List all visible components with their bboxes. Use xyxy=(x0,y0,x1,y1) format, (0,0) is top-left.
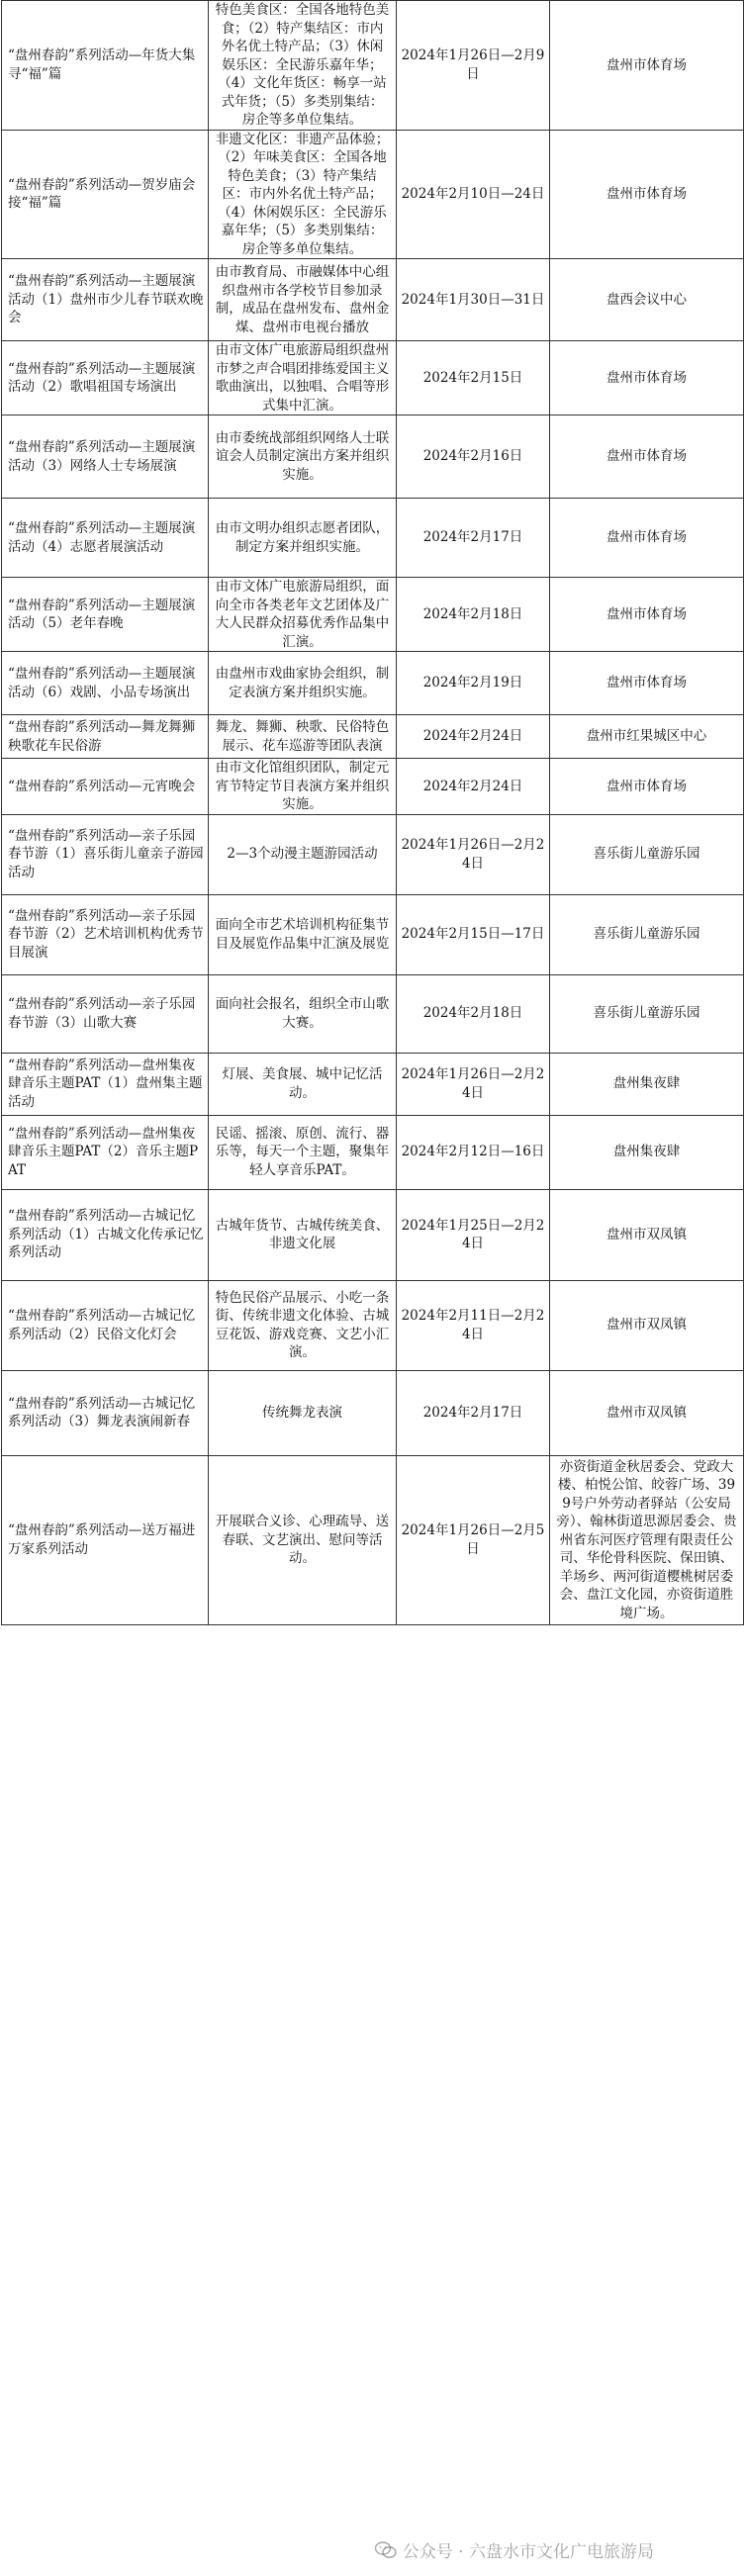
activity-content-cell: 由市文化馆组织团队，制定元宵节特定节目表演方案并组织实施。 xyxy=(209,759,397,815)
activity-name-cell: “盘州春韵”系列活动—古城记忆系列活动（1）古城文化传承记忆系列活动 xyxy=(2,1189,209,1280)
activity-name-cell: “盘州春韵”系列活动—盘州集夜肆音乐主题PAT（2）音乐主题PAT xyxy=(2,1115,209,1189)
activity-venue-cell: 盘州市双凤镇 xyxy=(550,1189,744,1280)
activity-time-cell: 2024年2月12日—16日 xyxy=(397,1115,550,1189)
activity-time-cell: 2024年1月25日—2月24日 xyxy=(397,1189,550,1280)
watermark-text: 公众号 · 六盘水市文化广电旅游局 xyxy=(402,2542,654,2562)
activity-time-cell: 2024年1月26日—2月5日 xyxy=(397,1455,550,1625)
activity-name-cell: “盘州春韵”系列活动—主题展演活动（2）歌唱祖国专场演出 xyxy=(2,341,209,415)
wechat-icon xyxy=(375,2541,397,2559)
activity-time-cell: 2024年2月24日 xyxy=(397,759,550,815)
activity-name-cell: “盘州春韵”系列活动—送万福进万家系列活动 xyxy=(2,1455,209,1625)
table-row xyxy=(2,1455,744,1625)
activity-content-cell: 2—3个动漫主题游园活动 xyxy=(209,814,397,894)
table-row xyxy=(2,1053,744,1115)
activity-time-cell: 2024年2月18日 xyxy=(397,974,550,1053)
activity-venue-cell: 盘州市体育场 xyxy=(550,341,744,415)
activity-venue-cell: 喜乐街儿童游乐园 xyxy=(550,974,744,1053)
activity-name-cell: “盘州春韵”系列活动—主题展演活动（3）网络人士专场展演 xyxy=(2,415,209,499)
activity-time-cell: 2024年2月24日 xyxy=(397,715,550,759)
table-row xyxy=(2,415,744,499)
activity-content-cell: 面向社会报名，组织全市山歌大赛。 xyxy=(209,974,397,1053)
activity-time-cell: 2024年2月15日—17日 xyxy=(397,894,550,974)
activity-venue-cell: 盘州集夜肆 xyxy=(550,1115,744,1189)
activity-content-cell: 舞龙、舞狮、秧歌、民俗特色展示、花车巡游等团队表演 xyxy=(209,715,397,759)
activity-name-cell: “盘州春韵”系列活动—主题展演活动（5）老年春晚 xyxy=(2,578,209,652)
activity-venue-cell: 盘州市体育场 xyxy=(550,578,744,652)
activity-venue-cell: 亦资街道金秋居委会、党政大楼、柏悦公馆、皎蓉广场、399号户外劳动者驿站（公安局旁）、翰林街道思源居委会、贵州省东河医疗管理有限责任公司、华伦骨科医院、保田镇、羊场乡、两河街道樱桃树居委会、盘江文化园，亦资街道胜境广场。 xyxy=(550,1455,744,1625)
activity-table-body xyxy=(2,1,744,1625)
watermark xyxy=(375,2537,654,2562)
activity-content-cell: 由市委统战部组织网络人士联谊会人员制定演出方案并组织实施。 xyxy=(209,415,397,499)
activity-content-cell: 特色美食区：全国各地特色美食；（2）特产集结区：市内外名优土特产品；（3）休闲娱乐区：全民游乐嘉年华；（4）文化年货区：畅享一站式年货；（5）多类别集结：房企等多单位集结。 xyxy=(209,1,397,131)
activity-content-cell: 由市文明办组织志愿者团队，制定方案并组织实施。 xyxy=(209,499,397,578)
activity-name-cell: “盘州春韵”系列活动—贺岁庙会接“福”篇 xyxy=(2,130,209,259)
activity-time-cell: 2024年2月18日 xyxy=(397,578,550,652)
activity-content-cell: 民谣、摇滚、原创、流行、器乐等，每天一个主题，聚集年轻人享音乐PAT。 xyxy=(209,1115,397,1189)
activity-content-cell: 传统舞龙表演 xyxy=(209,1370,397,1455)
activity-content-cell: 由市文体广电旅游局组织，面向全市各类老年文艺团体及广大人民群众招募优秀作品集中汇演。 xyxy=(209,578,397,652)
table-row xyxy=(2,130,744,259)
activity-name-cell: “盘州春韵”系列活动—亲子乐园春节游（1）喜乐街儿童亲子游园活动 xyxy=(2,814,209,894)
activity-name-cell: “盘州春韵”系列活动—盘州集夜肆音乐主题PAT（1）盘州集主题活动 xyxy=(2,1053,209,1115)
activity-name-cell: “盘州春韵”系列活动—主题展演活动（1）盘州市少儿春节联欢晚会 xyxy=(2,259,209,341)
activity-content-cell: 非遗文化区：非遗产品体验；（2）年味美食区：全国各地特色美食；（3）特产集结区：市内外名优土特产品；（4）休闲娱乐区：全民游乐嘉年华；（5）多类别集结：房企等多单位集结。 xyxy=(209,130,397,259)
activity-name-cell: “盘州春韵”系列活动—亲子乐园春节游（3）山歌大赛 xyxy=(2,974,209,1053)
activity-name-cell: “盘州春韵”系列活动—舞龙舞狮秧歌花车民俗游 xyxy=(2,715,209,759)
activity-time-cell: 2024年2月17日 xyxy=(397,499,550,578)
activity-time-cell: 2024年1月26日—2月24日 xyxy=(397,814,550,894)
activity-content-cell: 由市教育局、市融媒体中心组织盘州市各学校节目参加录制，成品在盘州发布、盘州金煤、盘州市电视台播放 xyxy=(209,259,397,341)
activity-time-cell: 2024年2月11日—2月24日 xyxy=(397,1280,550,1370)
table-row xyxy=(2,814,744,894)
activity-time-cell: 2024年2月15日 xyxy=(397,341,550,415)
activity-venue-cell: 盘州市体育场 xyxy=(550,130,744,259)
table-row xyxy=(2,578,744,652)
table-row xyxy=(2,715,744,759)
activity-venue-cell: 盘州市体育场 xyxy=(550,759,744,815)
activity-venue-cell: 盘西会议中心 xyxy=(550,259,744,341)
table-row xyxy=(2,1280,744,1370)
table-row xyxy=(2,974,744,1053)
activity-time-cell: 2024年1月26日—2月24日 xyxy=(397,1053,550,1115)
activity-time-cell: 2024年2月17日 xyxy=(397,1370,550,1455)
table-row xyxy=(2,894,744,974)
activity-time-cell: 2024年2月16日 xyxy=(397,415,550,499)
table-row xyxy=(2,1370,744,1455)
activity-name-cell: “盘州春韵”系列活动—古城记忆系列活动（2）民俗文化灯会 xyxy=(2,1280,209,1370)
activity-time-cell: 2024年1月30日—31日 xyxy=(397,259,550,341)
activity-name-cell: “盘州春韵”系列活动—古城记忆系列活动（3）舞龙表演闹新春 xyxy=(2,1370,209,1455)
activity-content-cell: 由市文体广电旅游局组织盘州市梦之声合唱团排练爱国主义歌曲演出，以独唱、合唱等形式集中汇演。 xyxy=(209,341,397,415)
activity-name-cell: “盘州春韵”系列活动—年货大集寻“福”篇 xyxy=(2,1,209,131)
activity-content-cell: 面向全市艺术培训机构征集节目及展览作品集中汇演及展览 xyxy=(209,894,397,974)
activity-time-cell: 2024年2月10日—24日 xyxy=(397,130,550,259)
activity-time-cell: 2024年2月19日 xyxy=(397,652,550,715)
table-row xyxy=(2,341,744,415)
activity-table xyxy=(1,0,744,1625)
activity-content-cell: 开展联合义诊、心理疏导、送春联、文艺演出、慰问等活动。 xyxy=(209,1455,397,1625)
activity-content-cell: 古城年货节、古城传统美食、非遗文化展 xyxy=(209,1189,397,1280)
activity-name-cell: “盘州春韵”系列活动—元宵晚会 xyxy=(2,759,209,815)
activity-venue-cell: 喜乐街儿童游乐园 xyxy=(550,814,744,894)
table-row xyxy=(2,1,744,131)
activity-content-cell: 由盘州市戏曲家协会组织，制定表演方案并组织实施。 xyxy=(209,652,397,715)
table-row xyxy=(2,652,744,715)
activity-time-cell: 2024年1月26日—2月9日 xyxy=(397,1,550,131)
activity-venue-cell: 盘州市体育场 xyxy=(550,415,744,499)
table-row xyxy=(2,759,744,815)
activity-content-cell: 灯展、美食展、城中记忆活动。 xyxy=(209,1053,397,1115)
activity-venue-cell: 喜乐街儿童游乐园 xyxy=(550,894,744,974)
table-row xyxy=(2,259,744,341)
table-row xyxy=(2,1189,744,1280)
activity-name-cell: “盘州春韵”系列活动—主题展演活动（6）戏剧、小品专场演出 xyxy=(2,652,209,715)
activity-venue-cell: 盘州市体育场 xyxy=(550,499,744,578)
activity-venue-cell: 盘州市双凤镇 xyxy=(550,1280,744,1370)
activity-venue-cell: 盘州市体育场 xyxy=(550,1,744,131)
activity-name-cell: “盘州春韵”系列活动—主题展演活动（4）志愿者展演活动 xyxy=(2,499,209,578)
activity-venue-cell: 盘州市双凤镇 xyxy=(550,1370,744,1455)
table-row xyxy=(2,499,744,578)
activity-content-cell: 特色民俗产品展示、小吃一条街、传统非遗文化体验、古城豆花饭、游戏竞赛、文艺小汇演。 xyxy=(209,1280,397,1370)
activity-venue-cell: 盘州市体育场 xyxy=(550,652,744,715)
activity-name-cell: “盘州春韵”系列活动—亲子乐园春节游（2）艺术培训机构优秀节目展演 xyxy=(2,894,209,974)
activity-venue-cell: 盘州市红果城区中心 xyxy=(550,715,744,759)
activity-venue-cell: 盘州集夜肆 xyxy=(550,1053,744,1115)
table-row xyxy=(2,1115,744,1189)
